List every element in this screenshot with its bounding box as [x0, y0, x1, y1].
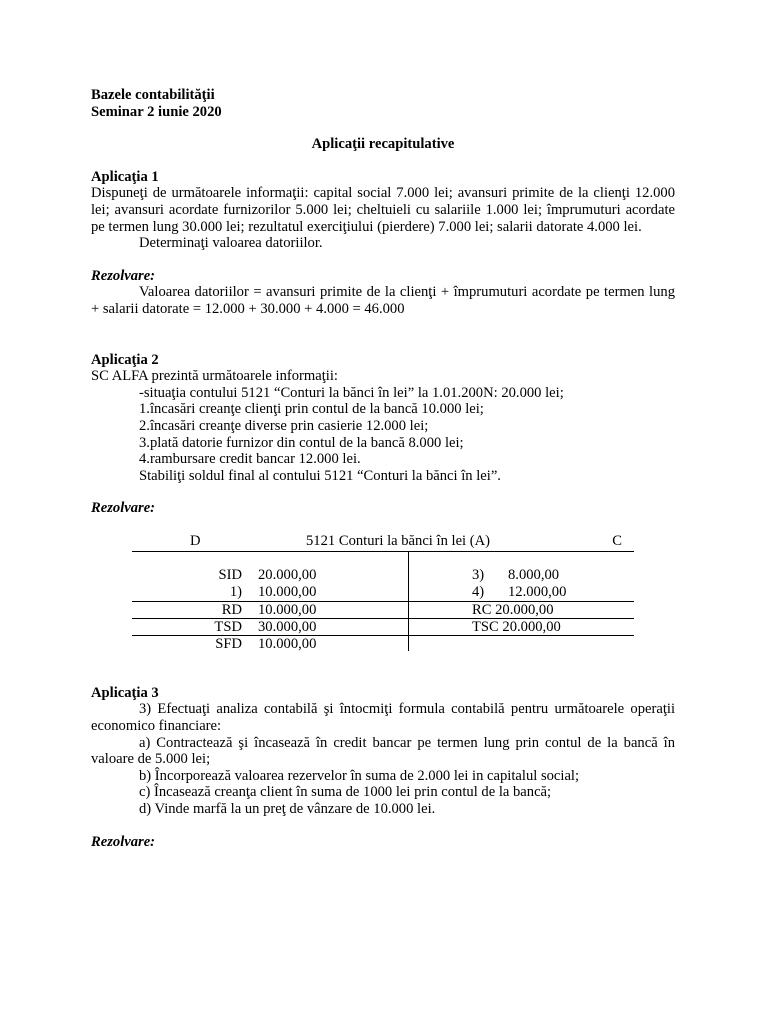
- sid-row: [132, 567, 634, 584]
- app3-solution-label: Rezolvare:: [91, 833, 156, 850]
- op1-row: [132, 584, 634, 601]
- app3-item-a: a) Contractează şi încasează în credit bancar pe termen lung prin contul de la bancă în valoare de 5.000 lei;: [91, 734, 675, 768]
- course-title: Bazele contabilităţii: [91, 87, 215, 103]
- sfd-label: SFD: [215, 635, 242, 652]
- app1-task: Determinaţi valoarea datoriilor.: [139, 235, 323, 252]
- app2-item: 2.încasări creanţe diverse prin casierie 12.000 lei;: [139, 417, 429, 434]
- tsc-value: TSC 20.000,00: [472, 618, 561, 635]
- tsd-label: TSD: [214, 618, 242, 635]
- credit-op-3-value: 8.000,00: [508, 566, 560, 583]
- credit-op-4-value: 12.000,00: [508, 583, 567, 600]
- sfd-value: 10.000,00: [258, 635, 317, 652]
- tsd-value: 30.000,00: [258, 618, 317, 635]
- app2-item: 3.plată datorie furnizor din contul de la bancă 8.000 lei;: [139, 434, 464, 451]
- tsd-row: [132, 619, 634, 636]
- rd-row: [132, 602, 634, 619]
- sfd-row: [132, 636, 634, 653]
- t-account: [132, 533, 634, 651]
- sid-value: 20.000,00: [258, 566, 317, 583]
- app1-text: Dispuneţi de următoarele informaţii: capital social 7.000 lei; avansuri primite de la clienţi 12.000 lei; avansuri acordate furnizorilor 5.000 lei; cheltuieli cu salariile 1.000 lei; împrumuturi acordate pe termen lung 30.000 lei; rezultatul exerciţiului (pierdere) 7.000 lei; salarii datorate 4.000 lei.: [91, 185, 675, 235]
- app3-text: 3) Efectuaţi analiza contabilă şi întocmiţi formula contabilă pentru următoarele operaţii economico financiare:: [91, 701, 675, 735]
- app3-item-d: d) Vinde marfă la un preţ de vânzare de 10.000 lei.: [139, 801, 436, 818]
- seminar-date: Seminar 2 iunie 2020: [91, 103, 222, 120]
- sid-label: SID: [218, 566, 242, 583]
- credit-op-3-label: 3): [472, 566, 485, 583]
- rd-label: RD: [221, 601, 242, 618]
- app3-item-c: c) Încasează creanţa client în suma de 1000 lei prin contul de la bancă;: [139, 784, 552, 801]
- rd-value: 10.000,00: [258, 601, 317, 618]
- app3-title: Aplicaţia 3: [91, 684, 159, 701]
- rc-value: RC 20.000,00: [472, 601, 554, 618]
- credit-label: C: [612, 532, 622, 549]
- debit-op-1-value: 10.000,00: [258, 583, 317, 600]
- app2-item: -situaţia contului 5121 “Conturi la bănci în lei” la 1.01.200N: 20.000 lei;: [139, 384, 564, 401]
- debit-label: D: [190, 532, 201, 549]
- app2-item: 1.încasări creanţe clienţi prin contul de la bancă 10.000 lei;: [139, 401, 484, 418]
- credit-op-4-label: 4): [472, 583, 485, 600]
- account-title: 5121 Conturi la bănci în lei (A): [306, 532, 491, 549]
- app2-intro: SC ALFA prezintă următoarele informaţii:: [91, 368, 338, 385]
- app1-solution-label: Rezolvare:: [91, 267, 156, 284]
- app1-solution: Valoarea datoriilor = avansuri primite de la clienţi + împrumuturi acordate pe termen lung + salarii datorate = 12.000 + 30.000 + 4.000 = 46.000: [91, 284, 675, 317]
- debit-op-1-label: 1): [229, 583, 242, 600]
- app1-title: Aplicaţia 1: [91, 168, 159, 185]
- app2-solution-label: Rezolvare:: [91, 500, 156, 517]
- app2-item: 4.rambursare credit bancar 12.000 lei.: [139, 451, 361, 468]
- top-rule: [132, 551, 634, 552]
- page-title: Aplicaţii recapitulative: [311, 136, 455, 153]
- app2-title: Aplicaţia 2: [91, 351, 159, 368]
- document-page: [91, 87, 675, 850]
- app3-item-b: b) Încorporează valoarea rezervelor în suma de 2.000 lei in capitalul social;: [139, 767, 580, 784]
- app2-task: Stabiliţi soldul final al contului 5121 “Conturi la bănci în lei”.: [139, 467, 501, 484]
